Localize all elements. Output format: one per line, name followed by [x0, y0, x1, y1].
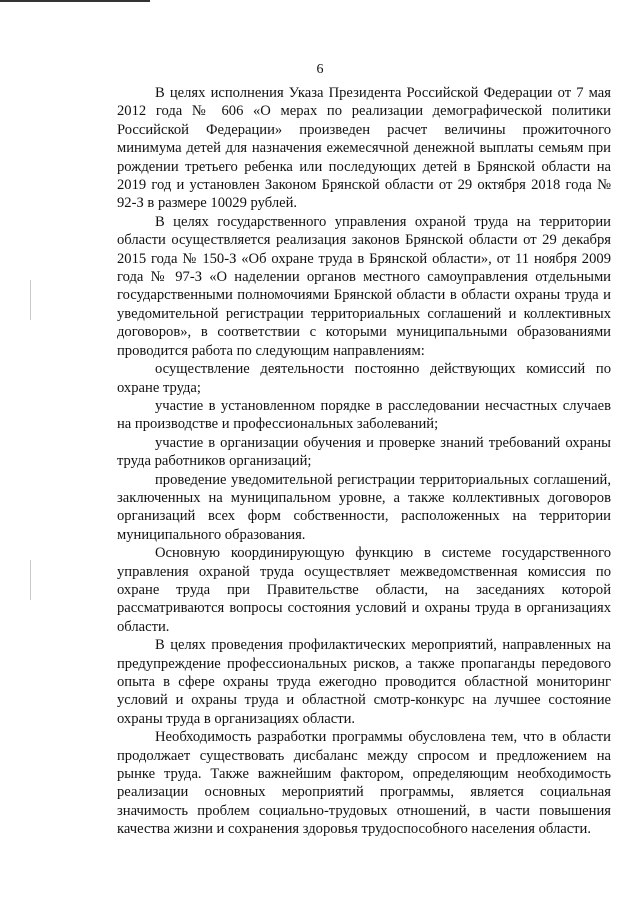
- list-item-training: участие в организации обучения и проверке знаний требований охраны труда работников организаций;: [117, 434, 611, 470]
- paragraph-decree-606: В целях исполнения Указа Президента Российской Федерации от 7 мая 2012 года № 606 «О мерах по реализации демографической политики Российской Федерации» произведен расчет величины прожиточного минимума детей для назначения ежемесячной денежной выплаты семьям при рождении третьего ребенка или последующих детей в Брянской области на 2019 год и установлен Законом Брянской области от 29 октября 2018 года № 92-З в размере 10029 рублей.: [117, 85, 611, 212]
- scan-artifact-line: [30, 280, 31, 320]
- paragraph-prevention: В целях проведения профилактических мероприятий, направленных на предупреждение профессиональных рисков, а также пропаганды передового опыта в сфере охраны труда ежегодно проводится областной мониторинг условий и охраны труда и областной смотр-конкурс на лучшее состояние охраны труда в организациях области.: [117, 637, 611, 727]
- paragraph-commission: Основную координирующую функцию в системе государственного управления охраной труда осуществляет межведомственная комиссия по охране труда при Правительстве области, на заседаниях которой рассматриваются вопросы состояния условий и охраны труда в организациях области.: [117, 545, 611, 635]
- header-rule: [0, 0, 150, 2]
- scan-artifact-line: [30, 560, 31, 600]
- list-item-registration: проведение уведомительной регистрации территориальных соглашений, заключенных на муниципальном уровне, а также коллективных договоров организаций всех форм собственности, расположенных на территории муниципального образования.: [117, 471, 611, 543]
- document-body: [117, 84, 611, 839]
- list-item-commissions: осуществление деятельности постоянно действующих комиссий по охране труда;: [117, 361, 611, 396]
- page-number: 6: [316, 62, 324, 77]
- paragraph-labor-laws: В целях государственного управления охраной труда на территории области осуществляется реализация законов Брянской области от 29 декабря 2015 года № 150-З «Об охране труда в Брянской области», от 11 ноября 2009 года № 97-З «О наделении органов местного самоуправления отдельными государственными полномочиями Брянской области в области охраны труда и уведомительной регистрации территориальных соглашений и коллективных договоров», в соответствии с которыми муниципальными образованиями проводится работа по следующим направлениям:: [117, 213, 611, 359]
- list-item-investigations: участие в установленном порядке в расследовании несчастных случаев на производстве и профессиональных заболеваний;: [117, 397, 611, 433]
- paragraph-program-need: Необходимость разработки программы обусловлена тем, что в области продолжает существовать дисбаланс между спросом и предложением на рынке труда. Также важнейшим фактором, определяющим необходимость реализации основных мероприятий программы, является социальная значимость проблем социально-трудовых отношений, в части повышения качества жизни и сохранения здоровья трудоспособного населения области.: [117, 729, 611, 838]
